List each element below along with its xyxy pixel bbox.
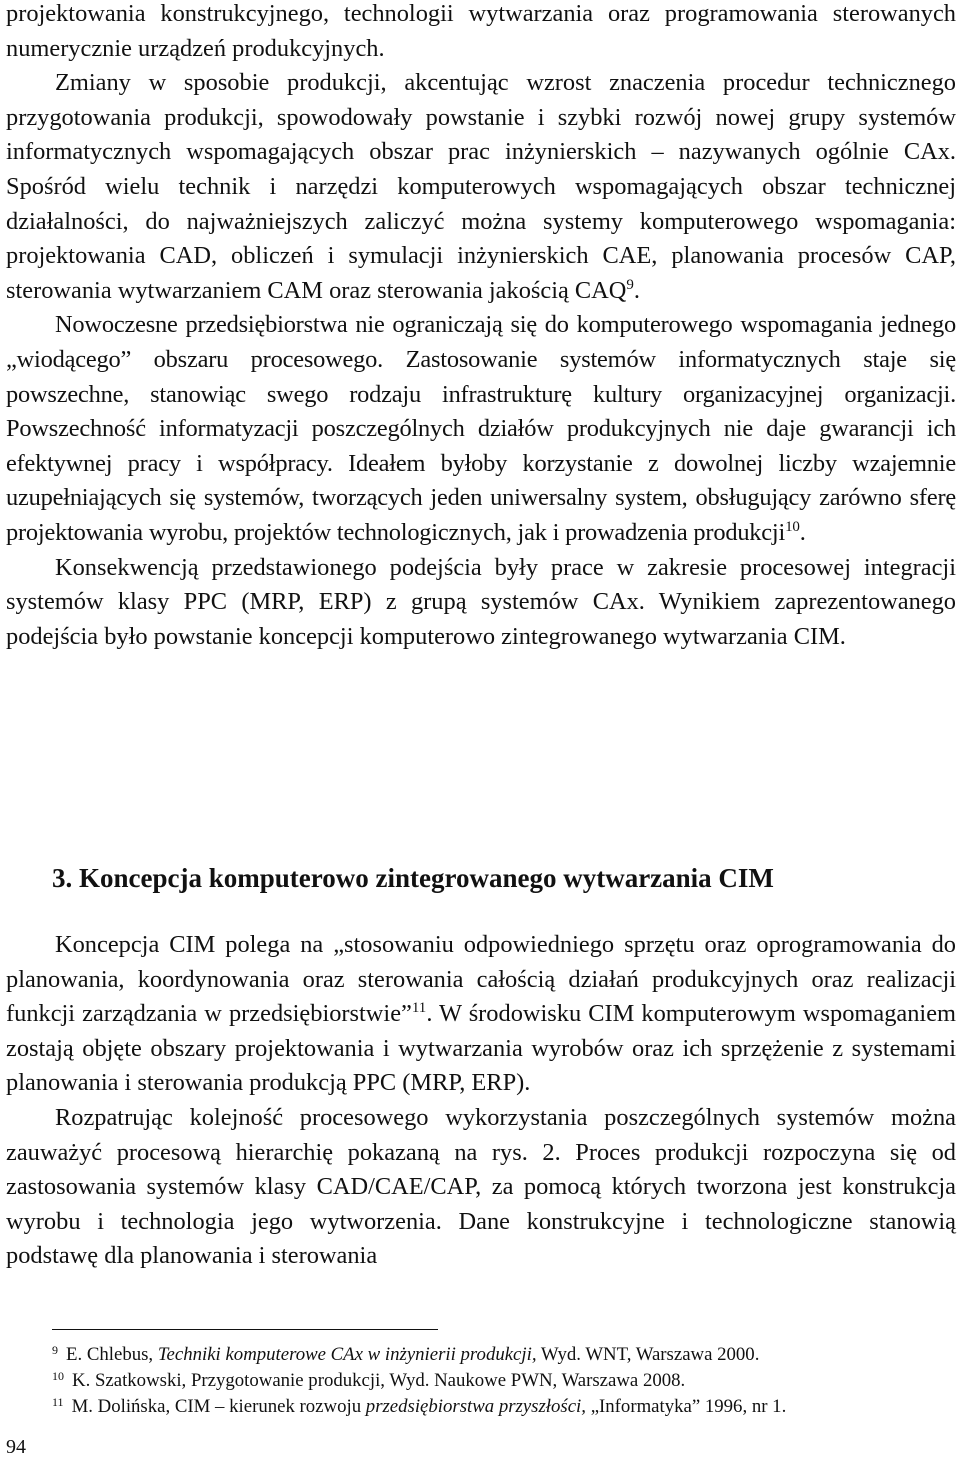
paragraph-2: Zmiany w sposobie produkcji, akcentując wzrost znaczenia procedur technicznego przygotowania produkcji, spowodowały powstanie i szybki rozwój nowej grupy systemów informatycznych wspomagających obszar prac inżynierskich – nazywanych ogólnie CAx. Spośród wielu technik i narzędzi komputerowych wspomagających obszar technicznej działalności, do najważniejszych zaliczyć można systemy komputerowego wspomagania: projektowania CAD, obliczeń i symulacji inżynierskich CAE, planowania procesów CAP, sterowania wytwarzaniem CAM oraz sterowania jakością CAQ$^9$. <box>6 69 956 304</box>
section-heading: 3. Koncepcja komputerowo zintegrowanego wytwarzania CIM <box>52 863 774 893</box>
paragraph-6: Rozpatrując kolejność procesowego wykorzystania poszczególnych systemów można zauważyć procesową hierarchię pokazaną na rys. 2. Proces produkcji rozpoczyna się od zastosowania systemów klasy CAD/CAE/CAP, za pomocą których tworzona jest konstrukcja wyrobu i technologia jego wytworzenia. Dane konstrukcyjne i technologiczne stanowią podstawę dla planowania i sterowania <box>6 1103 956 1270</box>
body-text-bottom <box>6 928 956 1274</box>
footnote-10: $^{10}$ K. Szatkowski, Przygotowanie produkcji, Wyd. Naukowe PWN, Warszawa 2008. <box>52 1369 686 1391</box>
footnote-11: $^{11}$ M. Dolińska, CIM – kierunek rozwoju przedsiębiorstwa przyszłości, „Informatyka” 1996, nr 1. <box>52 1395 787 1417</box>
footnote-ref-11: 11 <box>411 1000 427 1017</box>
footnote-ref-9: 9 <box>626 276 634 293</box>
body-text-top <box>6 0 956 654</box>
paragraph-5: Koncepcja CIM polega na „stosowaniu odpowiedniego sprzętu oraz oprogramowania do planowania, koordynowania oraz sterowania całością działań produkcyjnych oraz realizacji funkcji zarządzania w przedsiębiorstwie”$^{11}$. W środowisku CIM komputerowym wspomaganiem zostają objęte obszary projektowania i wytwarzania wyrobów oraz ich sprzężenie z systemami planowania i sterowania produkcją PPC (MRP, ERP). <box>6 931 957 1097</box>
footnote-ref-10: 10 <box>785 518 800 535</box>
footnote-9: $^9$ E. Chlebus, Techniki komputerowe CAx w inżynierii produkcji, Wyd. WNT, Warszawa 2000. <box>52 1343 760 1365</box>
paragraph-1: projektowania konstrukcyjnego, technologii wytwarzania oraz programowania sterowanych numerycznie urządzeń produkcyjnych. <box>6 0 956 62</box>
paragraph-4: Konsekwencją przedstawionego podejścia były prace w zakresie procesowej integracji systemów klasy PPC (MRP, ERP) z grupą systemów CAx. Wynikiem zaprezentowanego podejścia było powstanie koncepcji komputerowo zintegrowanego wytwarzania CIM. <box>6 553 956 650</box>
footnote-separator <box>52 1329 438 1330</box>
footnotes <box>52 1342 957 1420</box>
page-number: 94 <box>6 1436 26 1458</box>
paragraph-3: Nowoczesne przedsiębiorstwa nie ograniczają się do komputerowego wspomagania jednego „wiodącego” obszaru procesowego. Zastosowanie systemów informatycznych staje się powszechne, stanowiąc swego rodzaju infrastrukturę kultury organizacyjnej organizacji. Powszechność informatyzacji poszczególnych działów produkcyjnych nie daje gwarancji ich efektywnej pracy i współpracy. Ideałem byłoby korzystanie z dowolnej liczby wzajemnie uzupełniających się systemów, tworzących jeden uniwersalny system, obsługujący zarówno sferę projektowania wyrobu, projektów technologicznych, jak i prowadzenia produkcji$^{10}$. <box>6 311 956 546</box>
